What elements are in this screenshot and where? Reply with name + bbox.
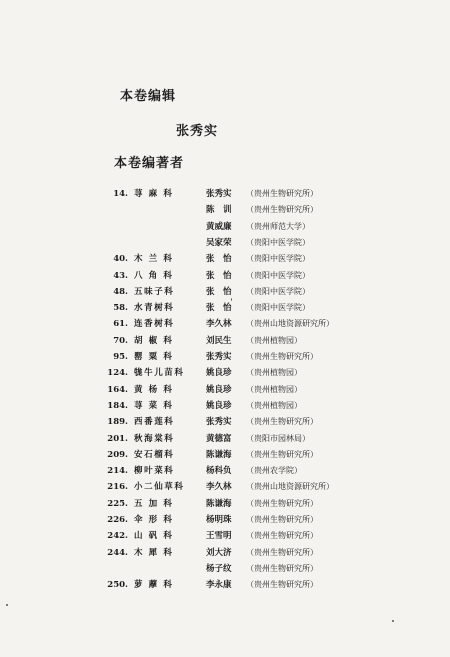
author-name: 李久林 xyxy=(206,482,232,493)
author-affiliation: （贵阳中医学院） xyxy=(246,303,310,313)
author-affiliation: （贵州生物研究所） xyxy=(246,580,318,590)
family-name: 黄 杨 科 xyxy=(134,384,174,395)
author-name: 杨子纹 xyxy=(206,563,232,574)
roster-row xyxy=(104,414,354,430)
roster-row xyxy=(104,316,354,332)
author-affiliation: （贵州山地资源研究所） xyxy=(246,319,334,329)
author-name: 王雪明 xyxy=(206,531,232,542)
family-number: 14. xyxy=(113,189,128,199)
family-name: 安石榴科 xyxy=(134,449,175,460)
author-name: 吴家荣 xyxy=(206,237,232,248)
author-name: 陈 训 xyxy=(206,205,232,216)
family-name: 胡 椒 科 xyxy=(134,335,174,346)
author-name: 刘大济 xyxy=(206,547,232,558)
family-number: 201. xyxy=(107,433,128,444)
author-name: 张秀实 xyxy=(206,417,232,428)
family-name: 西番莲科 xyxy=(134,417,175,428)
author-affiliation: （贵州生物研究所） xyxy=(246,531,318,541)
author-affiliation: （贵州师范大学） xyxy=(246,221,310,231)
roster-row xyxy=(104,545,354,561)
family-number: 70. xyxy=(113,335,128,346)
family-name: 八 角 科 xyxy=(134,270,174,281)
author-name: 张 怡 xyxy=(206,303,232,314)
author-name: 张秀实 xyxy=(206,352,232,362)
family-number: 164. xyxy=(107,384,128,395)
family-number: 48. xyxy=(113,286,128,297)
author-name: 黄德富 xyxy=(206,433,232,444)
author-name: 陈谦海 xyxy=(206,449,232,460)
editorial-heading: 本卷编辑 xyxy=(120,89,177,104)
page-speck xyxy=(6,604,8,606)
author-name: 姚良珍 xyxy=(206,384,232,395)
roster-row xyxy=(104,284,354,300)
roster-row xyxy=(104,268,354,284)
roster-row xyxy=(104,512,354,528)
author-affiliation: （贵州生物研究所） xyxy=(246,189,318,198)
family-name: 五味子科 xyxy=(134,286,175,297)
author-affiliation: （贵州农学院） xyxy=(246,466,302,476)
author-name: 张 怡 xyxy=(206,254,232,265)
author-affiliation: （贵州生物研究所） xyxy=(246,547,318,557)
roster-row xyxy=(104,561,354,577)
author-affiliation: （贵州生物研究所） xyxy=(246,417,318,427)
authors-heading: 本卷编著者 xyxy=(114,156,185,171)
family-number: 43. xyxy=(113,270,128,281)
roster-row xyxy=(104,251,354,267)
author-affiliation: （贵州生物研究所） xyxy=(246,563,318,573)
roster-row xyxy=(104,219,354,235)
author-affiliation: （贵阳中医学院） xyxy=(246,286,310,296)
family-number: 225. xyxy=(107,498,128,509)
family-name: 萝 藦 科 xyxy=(134,580,174,591)
editor-name: 张秀实 xyxy=(176,124,219,139)
author-affiliation: （贵州植物园） xyxy=(246,400,302,410)
roster-row xyxy=(104,496,354,512)
author-affiliation: （贵阳中医学院） xyxy=(246,254,310,264)
family-name: 牻牛儿苗科 xyxy=(134,368,185,379)
roster-row xyxy=(104,382,354,398)
family-name: 木 犀 科 xyxy=(134,547,174,558)
family-number: 214. xyxy=(107,466,128,477)
author-affiliation: （贵阳中医学院） xyxy=(246,270,310,280)
family-name: 荨 菜 科 xyxy=(134,400,174,411)
roster-row xyxy=(104,479,354,495)
author-name: 杨科负 xyxy=(206,466,232,477)
roster-row xyxy=(104,463,354,479)
author-affiliation: （贵州山地资源研究所） xyxy=(246,482,334,492)
page-speck xyxy=(231,298,232,301)
roster-row xyxy=(104,447,354,463)
family-name: 罂 粟 科 xyxy=(134,352,174,362)
roster-row xyxy=(104,235,354,251)
family-number: 58. xyxy=(113,303,128,314)
family-name: 伞 形 科 xyxy=(134,515,174,525)
author-affiliation: （贵州生物研究所） xyxy=(246,205,318,215)
author-name: 杨明珠 xyxy=(206,515,232,525)
family-number: 184. xyxy=(107,400,128,411)
roster-row xyxy=(104,349,354,365)
family-name: 水青树科 xyxy=(134,303,175,314)
roster-row xyxy=(104,300,354,316)
author-affiliation: （贵州生物研究所） xyxy=(246,515,318,524)
author-affiliation: （贵州生物研究所） xyxy=(246,352,318,361)
author-affiliation: （贵州植物园） xyxy=(246,384,302,394)
roster-row xyxy=(104,202,354,218)
family-number: 244. xyxy=(107,547,128,558)
family-number: 95. xyxy=(113,352,128,362)
family-name: 山 矾 科 xyxy=(134,531,174,542)
author-affiliation: （贵州生物研究所） xyxy=(246,498,318,508)
author-name: 李久林 xyxy=(206,319,232,330)
family-number: 242. xyxy=(107,531,128,542)
family-number: 226. xyxy=(107,515,128,525)
family-name: 连香树科 xyxy=(134,319,175,330)
author-name: 姚良珍 xyxy=(206,400,232,411)
family-name: 秋海棠科 xyxy=(134,433,175,444)
author-affiliation: （贵州植物园） xyxy=(246,335,302,345)
author-name: 姚良珍 xyxy=(206,368,232,379)
author-affiliation: （贵阳市园林局） xyxy=(246,433,310,443)
author-affiliation: （贵州生物研究所） xyxy=(246,449,318,459)
author-affiliation: （贵州植物园） xyxy=(246,368,302,378)
family-name: 荨 麻 科 xyxy=(134,189,174,199)
family-number: 189. xyxy=(107,417,128,428)
roster-row xyxy=(104,528,354,544)
family-name: 五 加 科 xyxy=(134,498,174,509)
roster-row xyxy=(104,333,354,349)
family-name: 柳叶菜科 xyxy=(134,466,175,477)
family-number: 124. xyxy=(107,368,128,379)
family-number: 209. xyxy=(107,449,128,460)
author-name: 李永康 xyxy=(206,580,232,591)
family-number: 250. xyxy=(107,580,128,591)
family-number: 216. xyxy=(107,482,128,493)
family-number: 61. xyxy=(113,319,128,330)
author-affiliation: （贵阳中医学院） xyxy=(246,237,310,247)
roster-row xyxy=(104,365,354,381)
author-name: 刘民生 xyxy=(206,335,232,346)
family-name: 木 兰 科 xyxy=(134,254,174,265)
page-speck xyxy=(392,620,394,622)
author-name: 陈谦海 xyxy=(206,498,232,509)
roster-row xyxy=(104,431,354,447)
author-name: 张 怡 xyxy=(206,270,232,281)
roster-row xyxy=(104,186,354,202)
roster-row xyxy=(104,398,354,414)
roster-row xyxy=(104,577,354,593)
family-name: 小二仙草科 xyxy=(134,482,185,493)
author-name: 张 怡 xyxy=(206,286,232,297)
author-name: 张秀实 xyxy=(206,189,232,199)
author-roster xyxy=(104,186,354,594)
author-name: 黄威廉 xyxy=(206,221,232,232)
family-number: 40. xyxy=(113,254,128,265)
